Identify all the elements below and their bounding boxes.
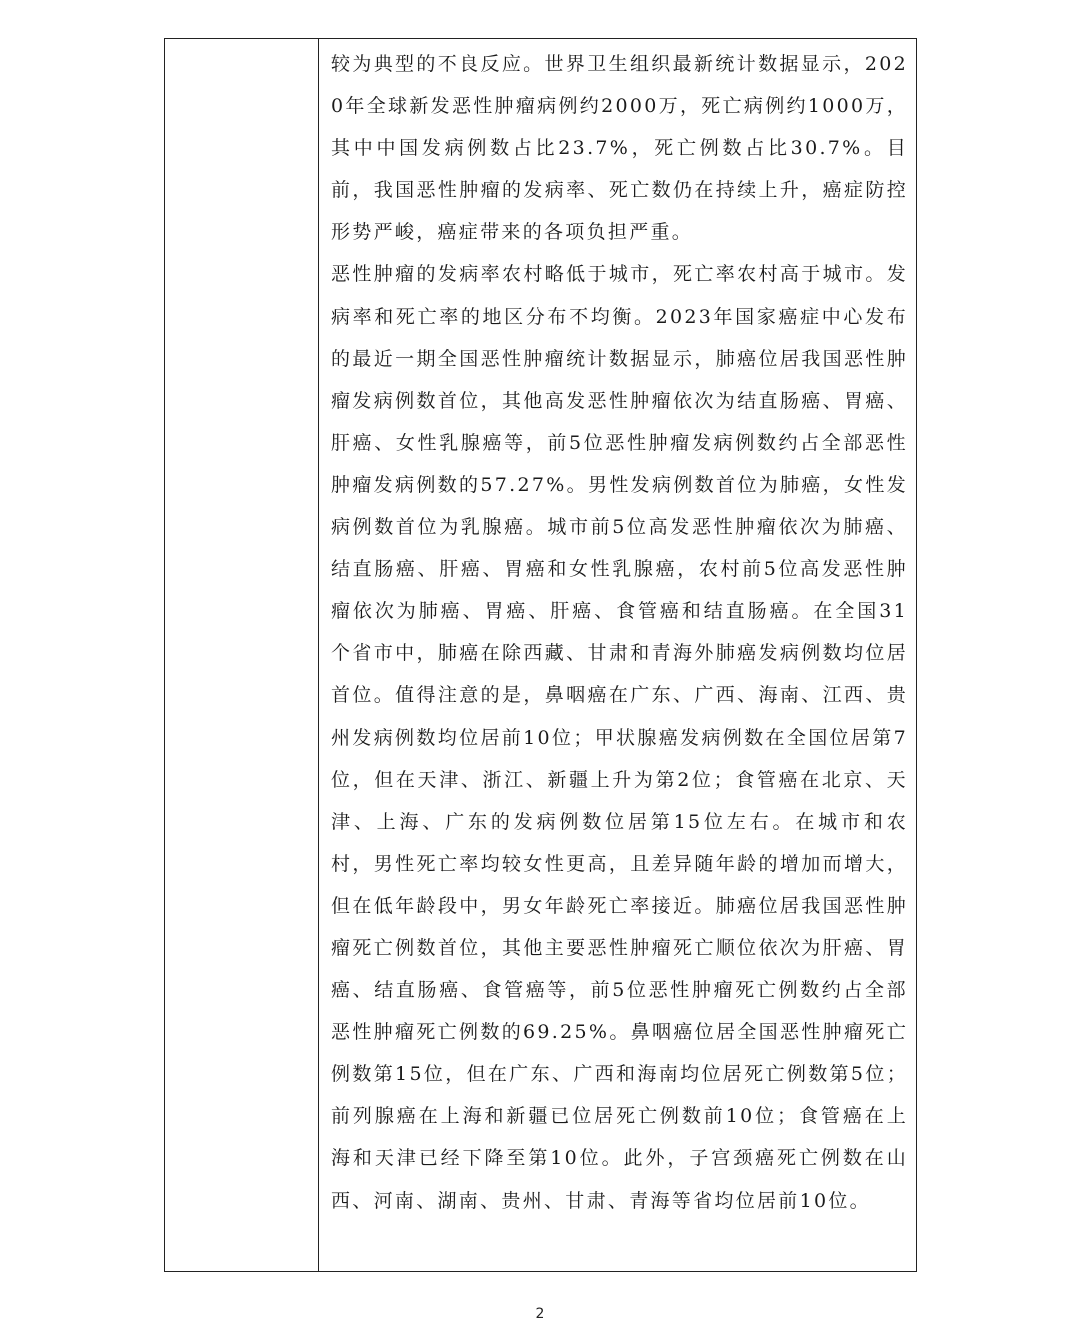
paragraph-cancer-statistics: 恶性肿瘤的发病率农村略低于城市，死亡率农村高于城市。发病率和死亡率的地区分布不均衡。2023年国家癌症中心发布的最近一期全国恶性肿瘤统计数据显示，肺癌位居我国恶性肿瘤发病例数首位，其他高发恶性肿瘤依次为结直肠癌、胃癌、肝癌、女性乳腺癌等，前5位恶性肿瘤发病例数约占全部恶性肿瘤发病例数的57.27%。男性发病例数首位为肺癌，女性发病例数首位为乳腺癌。城市前5位高发恶性肿瘤依次为肺癌、结直肠癌、肝癌、胃癌和女性乳腺癌，农村前5位高发恶性肿瘤依次为肺癌、胃癌、肝癌、食管癌和结直肠癌。在全国31个省市中，肺癌在除西藏、甘肃和青海外肺癌发病例数均位居首位。值得注意的是，鼻咽癌在广东、广西、海南、江西、贵州发病例数均位居前10位；甲状腺癌发病例数在全国位居第7位，但在天津、浙江、新疆上升为第2位；食管癌在北京、天津、上海、广东的发病例数位居第15位左右。在城市和农村，男性死亡率均较女性更高，且差异随年龄的增加而增大，但在低年龄段中，男女年龄死亡率接近。肺癌位居我国恶性肿瘤死亡例数首位，其他主要恶性肿瘤死亡顺位依次为肝癌、胃癌、结直肠癌、食管癌等，前5位恶性肿瘤死亡例数约占全部恶性肿瘤死亡例数的69.25%。鼻咽癌位居全国恶性肿瘤死亡例数第15位，但在广东、广西和海南均位居死亡例数第5位；前列腺癌在上海和新疆已位居死亡例数前10位；食管癌在上海和天津已经下降至第10位。此外，子宫颈癌死亡例数在山西、河南、湖南、贵州、甘肃、青海等省均位居前10位。	[331, 263, 908, 1212]
table-content-cell	[319, 39, 916, 1271]
table-label-cell	[165, 39, 319, 1271]
paragraph-cancer-burden: 较为典型的不良反应。世界卫生组织最新统计数据显示，2020年全球新发恶性肿瘤病例约2000万，死亡病例约1000万，其中中国发病例数占比23.7%，死亡例数占比30.7%。目前，我国恶性肿瘤的发病率、死亡数仍在持续上升，癌症防控形势严峻，癌症带来的各项负担严重。	[331, 53, 908, 244]
page-number: 2	[535, 1306, 545, 1322]
content-table	[164, 38, 917, 1272]
